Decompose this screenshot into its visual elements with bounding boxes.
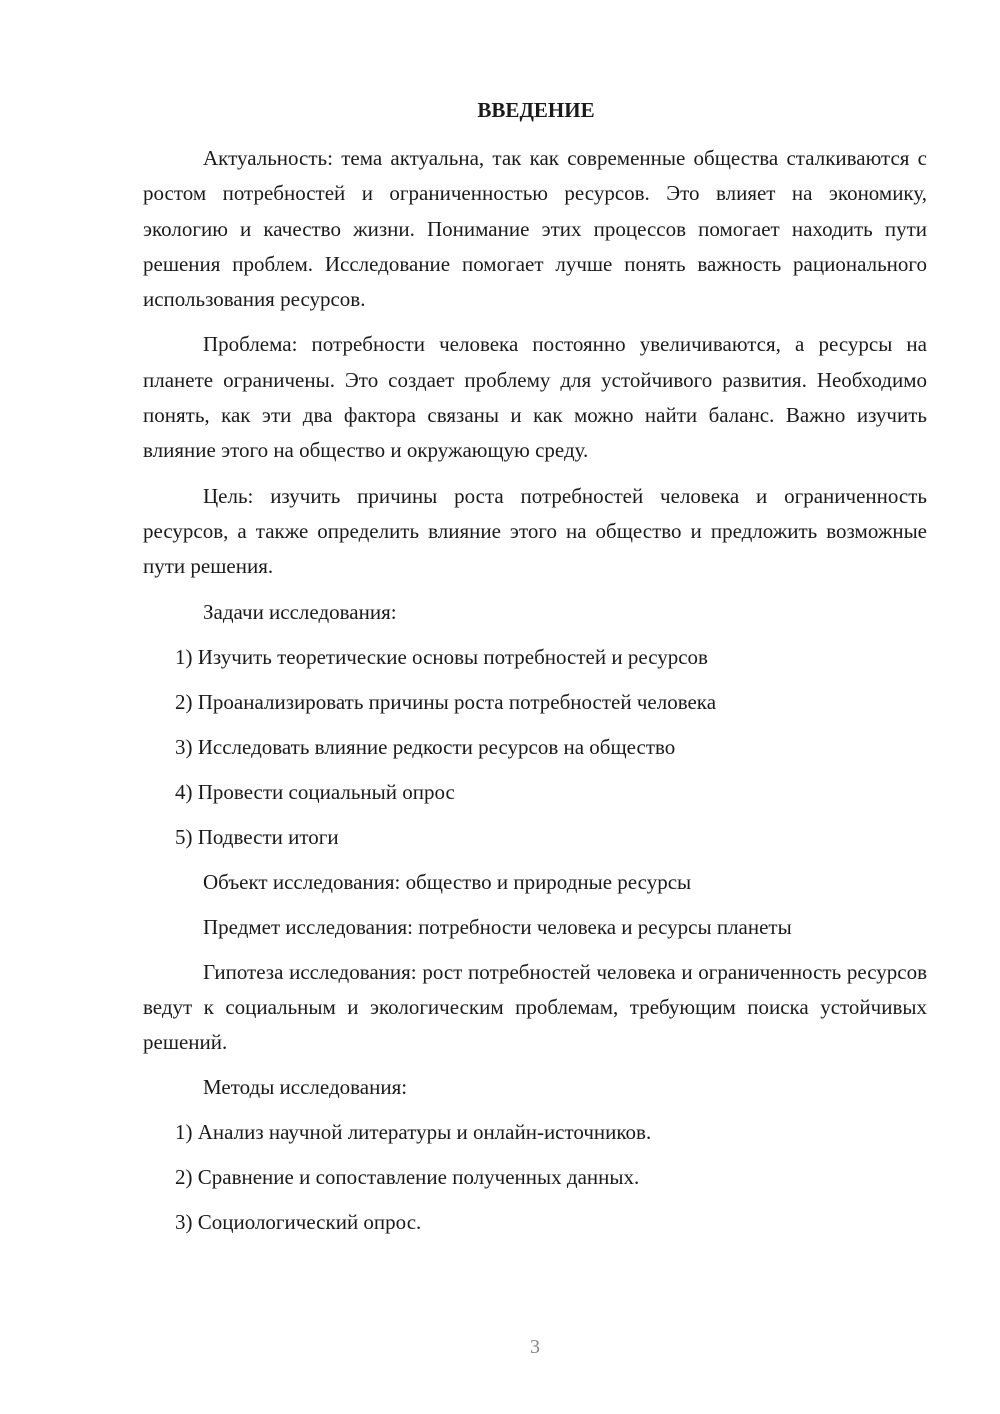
list-item: 4) Провести социальный опрос — [175, 779, 455, 804]
list-item: 1) Анализ научной литературы и онлайн-источников. — [175, 1120, 652, 1145]
object-paragraph: Объект исследования: общество и природные ресурсы — [203, 869, 692, 894]
tasks-heading: Задачи исследования: — [203, 599, 397, 624]
list-item: 2) Проанализировать причины роста потребностей человека — [175, 689, 717, 714]
methods-list — [143, 1115, 927, 1240]
relevance-paragraph: Актуальность: тема актуальна, так как современные общества сталкиваются с ростом потребностей и ограниченностью ресурсов. Это влияет на экономику, экологию и качество жизни. Понимание этих процессов помогает находить пути решения проблем. Исследование помогает лучше понять важность рационального использования ресурсов. — [143, 146, 927, 312]
list-item: 3) Социологический опрос. — [175, 1210, 422, 1235]
goal-paragraph: Цель: изучить причины роста потребностей человека и ограниченность ресурсов, а также определить влияние этого на общество и предложить возможные пути решения. — [143, 483, 927, 579]
subject-paragraph: Предмет исследования: потребности человека и ресурсы планеты — [203, 914, 792, 939]
problem-paragraph: Проблема: потребности человека постоянно увеличиваются, а ресурсы на планете ограничены. Это создает проблему для устойчивого развития. Необходимо понять, как эти два фактора связаны и как можно найти баланс. Важно изучить влияние этого на общество и окружающую среду. — [143, 332, 927, 463]
page-number: 3 — [530, 1336, 540, 1358]
list-item: 5) Подвести итоги — [175, 824, 339, 849]
list-item: 3) Исследовать влияние редкости ресурсов на общество — [175, 734, 676, 759]
list-item: 2) Сравнение и сопоставление полученных данных. — [175, 1165, 640, 1190]
methods-heading: Методы исследования: — [203, 1075, 408, 1100]
page-title: ВВЕДЕНИЕ — [477, 98, 595, 122]
tasks-list — [143, 640, 927, 855]
list-item: 1) Изучить теоретические основы потребностей и ресурсов — [175, 644, 708, 669]
document-page — [143, 96, 927, 1250]
hypothesis-paragraph: Гипотеза исследования: рост потребностей человека и ограниченность ресурсов ведут к социальным и экологическим проблемам, требующим поиска устойчивых решений. — [143, 959, 927, 1055]
